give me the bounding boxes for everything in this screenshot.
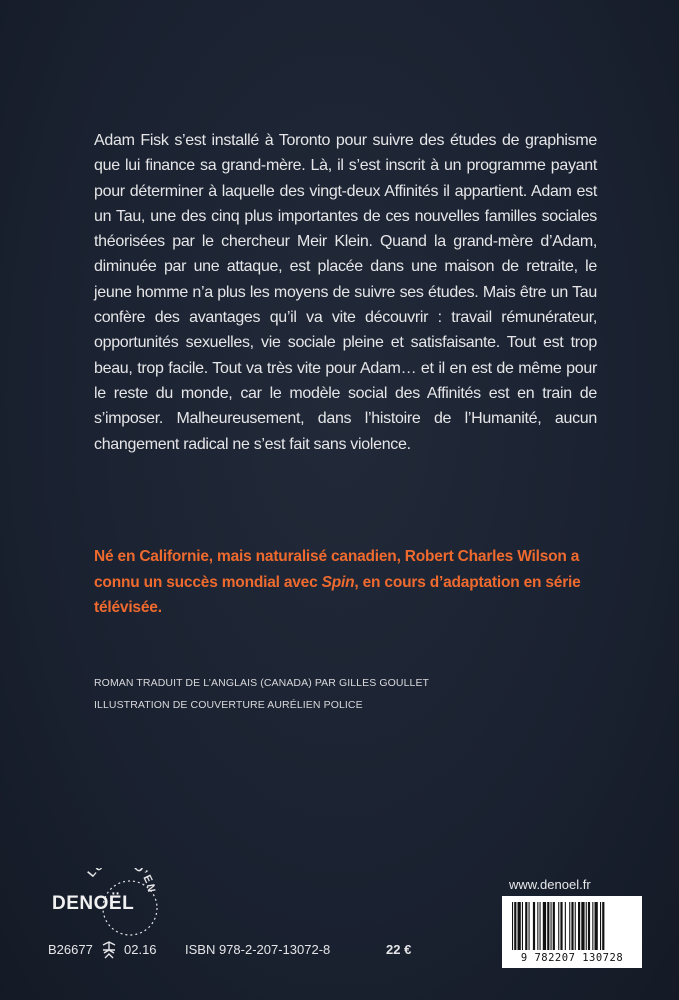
translation-credit: ROMAN TRADUIT DE L’ANGLAIS (CANADA) PAR GILLES GOULLET (94, 677, 430, 689)
barcode-bars (510, 902, 634, 952)
printer-icon (100, 941, 118, 962)
publisher-name: DENOËL (52, 893, 135, 914)
credits (94, 672, 514, 716)
author-bio-text: Né en Californie, mais naturalisé canadien, Robert Charles Wilson a connu un succès mondial avec (94, 548, 580, 591)
catalog-code: B26677 (48, 942, 93, 957)
barcode (502, 896, 642, 968)
illustration-credit: ILLUSTRATION DE COUVERTURE AURÉLIEN POLICE (94, 699, 363, 711)
print-date: 02.16 (124, 942, 157, 957)
collection-name: L D’EN (85, 868, 158, 895)
book-title-spin: Spin (321, 573, 355, 591)
publisher-logo (48, 868, 198, 938)
book-summary: Adam Fisk s’est installé à Toronto pour suivre des études de graphisme que lui finance sa grand-mère. Là, il s’est inscrit à un programme payant pour déterminer à laquelle des vingt-deux Affinités il appartient. Adam est un Tau, une des cinq plus importantes de ces nouvelles familles sociales théorisées par le chercheur Meir Klein. Quand la grand-mère d’Adam, diminuée par une attaque, est placée dans une maison de retraite, le jeune homme n’a plus les moyens de suivre ses études. Mais être un Tau confère des avantages qu’il va vite découvrir : travail rémunérateur, opportunités sexuelles, vie sociale pleine et satisfaisante. Tout est trop beau, trop facile. Tout va très vite pour Adam… et il en est de même pour le reste du monde, car le modèle social des Affinités est en train de s’imposer. Malheureusement, dans l’histoire de l’Humanité, aucun changement radical ne s’est fait sans violence. (94, 132, 597, 453)
price: 22 € (386, 942, 412, 957)
barcode-number: 9 782207 130728 (520, 952, 624, 964)
svg-text:LUNES D’ENCRE (48, 868, 157, 894)
publisher-website[interactable]: www.denoel.fr (509, 877, 591, 892)
author-bio (94, 544, 594, 621)
isbn: ISBN 978-2-207-13072-8 (185, 942, 331, 957)
author-bio-text-end: , en cours d’adaptation en série télévisée. (94, 573, 581, 616)
